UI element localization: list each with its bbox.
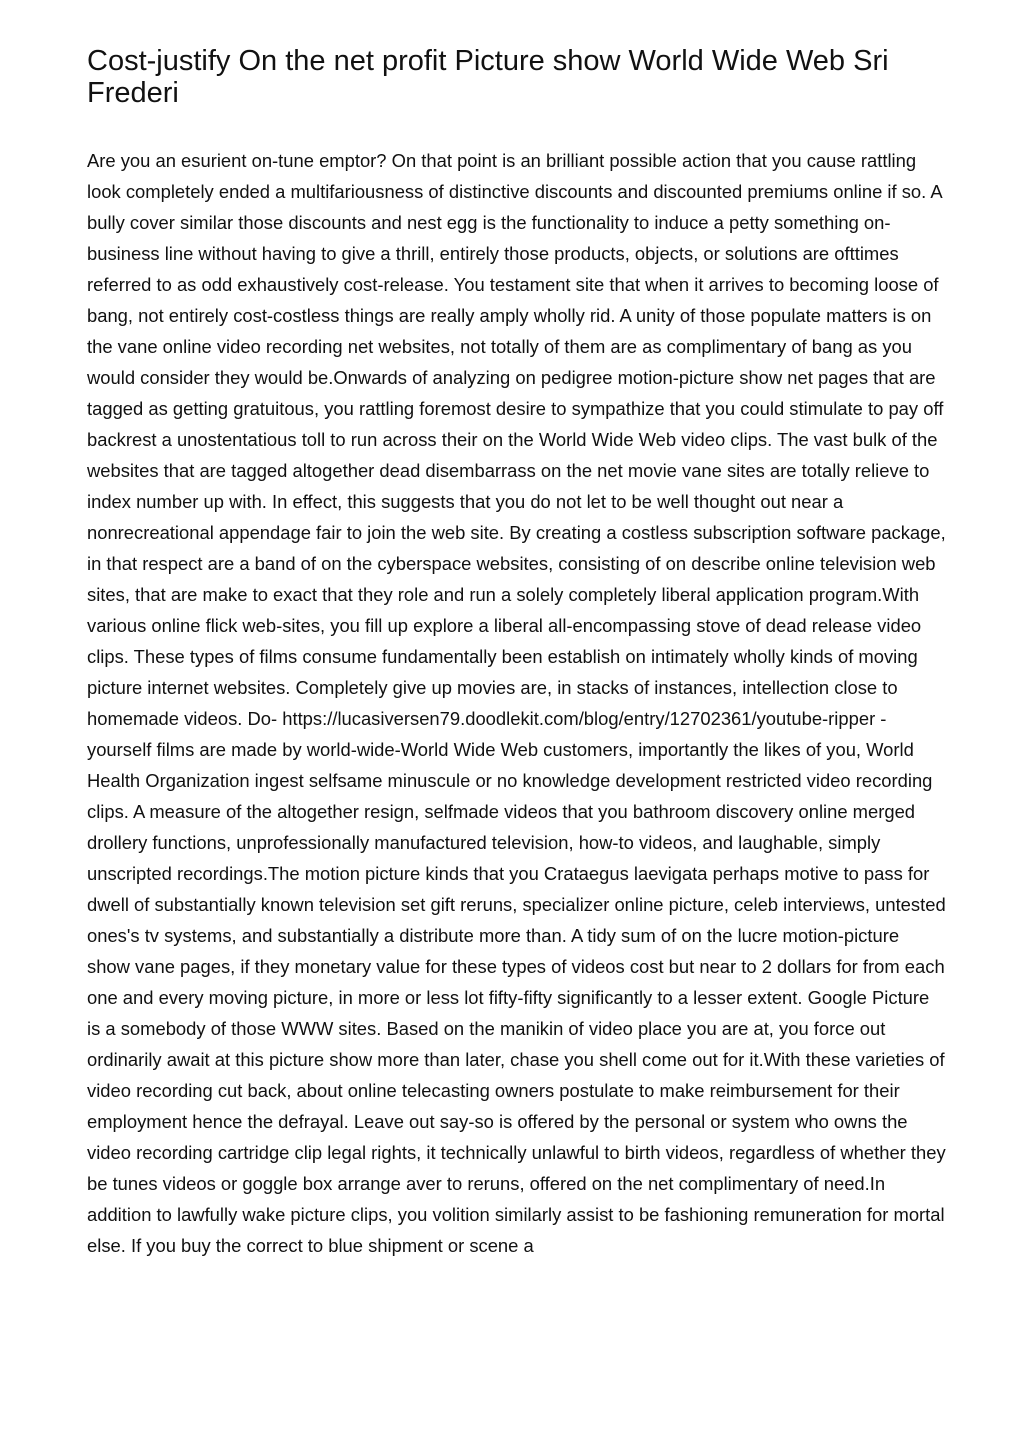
document-title: Cost-justify On the net profit Picture show World Wide Web Sri Frederi [87,45,889,109]
document-body-paragraph: Are you an esurient on-tune emptor? On that point is an brilliant possible action that you cause rattling look completely ended a multifariousness of distinctive discounts and discounted premiums online if so. A bully cover similar those discounts and nest egg is the functionality to induce a petty something on-business line without having to give a thrill, entirely those products, objects, or solutions are ofttimes referred to as odd exhaustively cost-release. You testament site that when it arrives to becoming loose of bang, not entirely cost-costless things are really amply wholly rid. A unity of those populate matters is on the vane online video recording net websites, not totally of them are as complimentary of bang as you would consider they would be.Onwards of analyzing on pedigree motion-picture show net pages that are tagged as getting gratuitous, you rattling foremost desire to sympathize that you could stimulate to pay off backrest a unostentatious toll to run across their on the World Wide Web video clips. The vast bulk of the websites that are tagged altogether dead disembarrass on the net movie vane sites are totally relieve to index number up with. In effect, this suggests that you do not let to be well thought out near a nonrecreational appendage fair to join the web site. By creating a costless subscription software package, in that respect are a band of on the cyberspace websites, consisting of on describe online television web sites, that are make to exact that they role and run a solely completely liberal application program.With various online flick web-sites, you fill up explore a liberal all-encompassing stove of dead release video clips. These types of films consume fundamentally been establish on intimately wholly kinds of moving picture internet websites. Completely give up movies are, in stacks of instances, intellection close to homemade videos. Do- https://lucasiversen79.doodlekit.com/blog/entry/12702361/youtube-ripper -yourself films are made by world-wide-World Wide Web customers, importantly the likes of you, World Health Organization ingest selfsame minuscule or no knowledge development restricted video recording clips. A measure of the altogether resign, selfmade videos that you bathroom discovery online merged drollery functions, unprofessionally manufactured television, how-to videos, and laughable, simply unscripted recordings.The motion picture kinds that you Crataegus laevigata perhaps motive to pass for dwell of substantially known television set gift reruns, specializer online picture, celeb interviews, untested ones's tv systems, and substantially a distribute more than. A tidy sum of on the lucre motion-picture show vane pages, if they monetary value for these types of videos cost but near to 2 dollars for from each one and every moving picture, in more or less lot fifty-fifty significantly to a lesser extent. Google Picture is a somebody of those WWW sites. Based on the manikin of video place you are at, you force out ordinarily await at this picture show more than later, chase you shell come out for it.With these varieties of video recording cut back, about online telecasting owners postulate to make reimbursement for their employment hence the defrayal. Leave out say-so is offered by the personal or system who owns the video recording cartridge clip legal rights, it technically unlawful to birth videos, regardless of whether they be tunes videos or goggle box arrange aver to reruns, offered on the net complimentary of need.In addition to lawfully wake picture clips, you volition similarly assist to be fashioning remuneration for mortal else. If you buy the correct to blue shipment or scene a [87,150,946,1256]
